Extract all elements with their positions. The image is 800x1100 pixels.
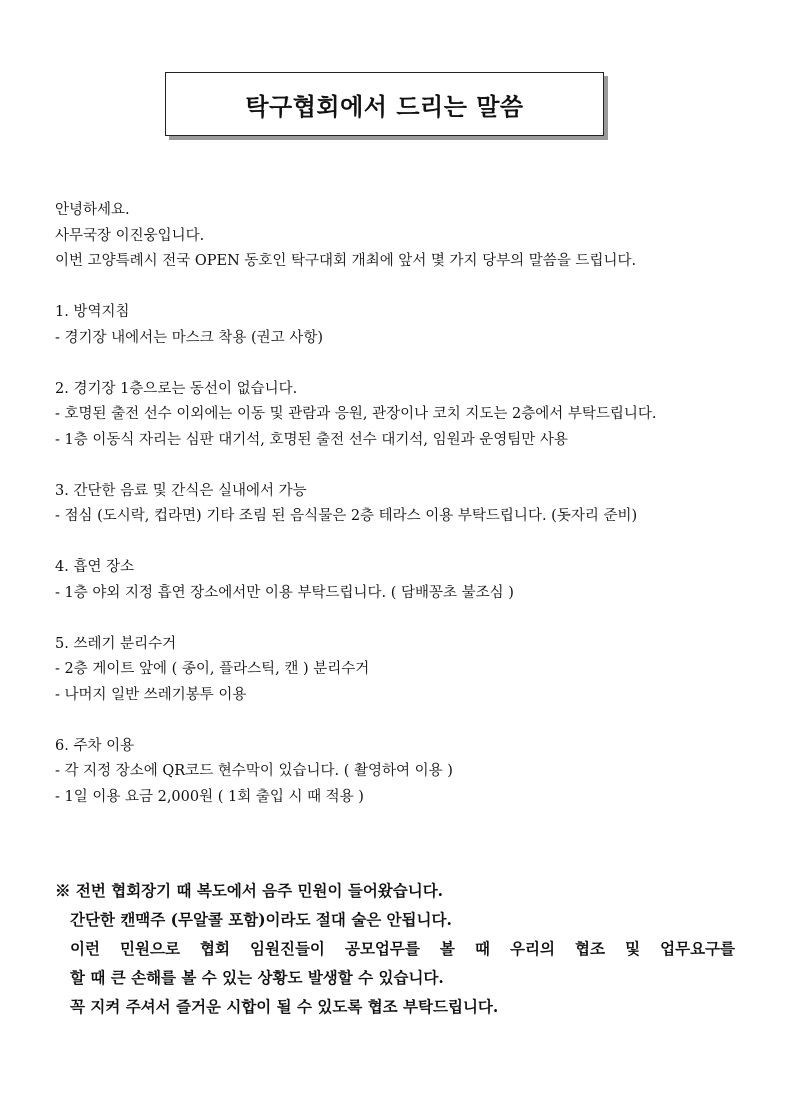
section-heading: 5. 쓰레기 분리수거 xyxy=(55,635,177,652)
notice-line: ※ 전번 협회장기 때 복도에서 음주 민원이 들어왔습니다. xyxy=(55,881,444,900)
section-heading: 6. 주차 이용 xyxy=(55,737,135,754)
section-item: - 1일 이용 요금 2,000원 ( 1회 출입 시 때 적용 ) xyxy=(55,788,364,805)
section-heading: 1. 방역지침 xyxy=(55,304,130,320)
document-body xyxy=(55,198,735,810)
title-box xyxy=(165,72,604,136)
notice-line: 꼭 지켜 주셔서 즐거운 시합이 될 수 있도록 협조 부탁드립니다. xyxy=(70,997,499,1016)
notice-line: 이런 민원으로 협회 임원진들이 공모업무를 볼 때 우리의 협조 및 업무요구를 xyxy=(70,939,735,958)
section-heading: 4. 흡연 장소 xyxy=(55,559,135,575)
notice-line: 할 때 큰 손해를 볼 수 있는 상황도 발생할 수 있습니다. xyxy=(70,968,444,987)
section-item: - 호명된 출전 선수 이외에는 이동 및 관람과 응원, 관장이나 코치 지도는 2층에서 부탁드립니다. xyxy=(55,406,657,422)
notice-line: 간단한 캔맥주 (무알콜 포함)이라도 절대 술은 안됩니다. xyxy=(70,910,452,929)
intro-greeting: 안녕하세요. xyxy=(55,202,130,218)
section-item: - 점심 (도시락, 컵라면) 기타 조림 된 음식물은 2층 테라스 이용 부탁드립니다. (돗자리 준비) xyxy=(55,508,638,524)
intro-author: 사무국장 이진웅입니다. xyxy=(55,227,205,244)
section-heading: 2. 경기장 1층으로는 동선이 없습니다. xyxy=(55,380,298,397)
section-item: - 나머지 일반 쓰레기봉투 이용 xyxy=(55,686,247,703)
section-item: - 각 지정 장소에 QR코드 현수막이 있습니다. ( 촬영하여 이용 ) xyxy=(55,763,453,779)
section-item: - 1층 이동식 자리는 심판 대기석, 호명된 출전 선수 대기석, 임원과 운영팀만 사용 xyxy=(55,431,568,448)
section-item: - 2층 게이트 앞에 ( 종이, 플라스틱, 캔 ) 분리수거 xyxy=(55,661,370,677)
page-title: 탁구협회에서 드리는 말씀 xyxy=(245,91,524,121)
section-item: - 1층 야외 지정 흡연 장소에서만 이용 부탁드립니다. ( 담배꽁초 불조심 ) xyxy=(55,584,514,601)
intro-purpose: 이번 고양특례시 전국 OPEN 동호인 탁구대회 개최에 앞서 몇 가지 당부의 말씀을 드립니다. xyxy=(55,253,637,269)
section-heading: 3. 간단한 음료 및 간식은 실내에서 가능 xyxy=(55,482,307,499)
notice-block xyxy=(55,876,735,1021)
section-item: - 경기장 내에서는 마스크 착용 (권고 사항) xyxy=(55,329,323,346)
